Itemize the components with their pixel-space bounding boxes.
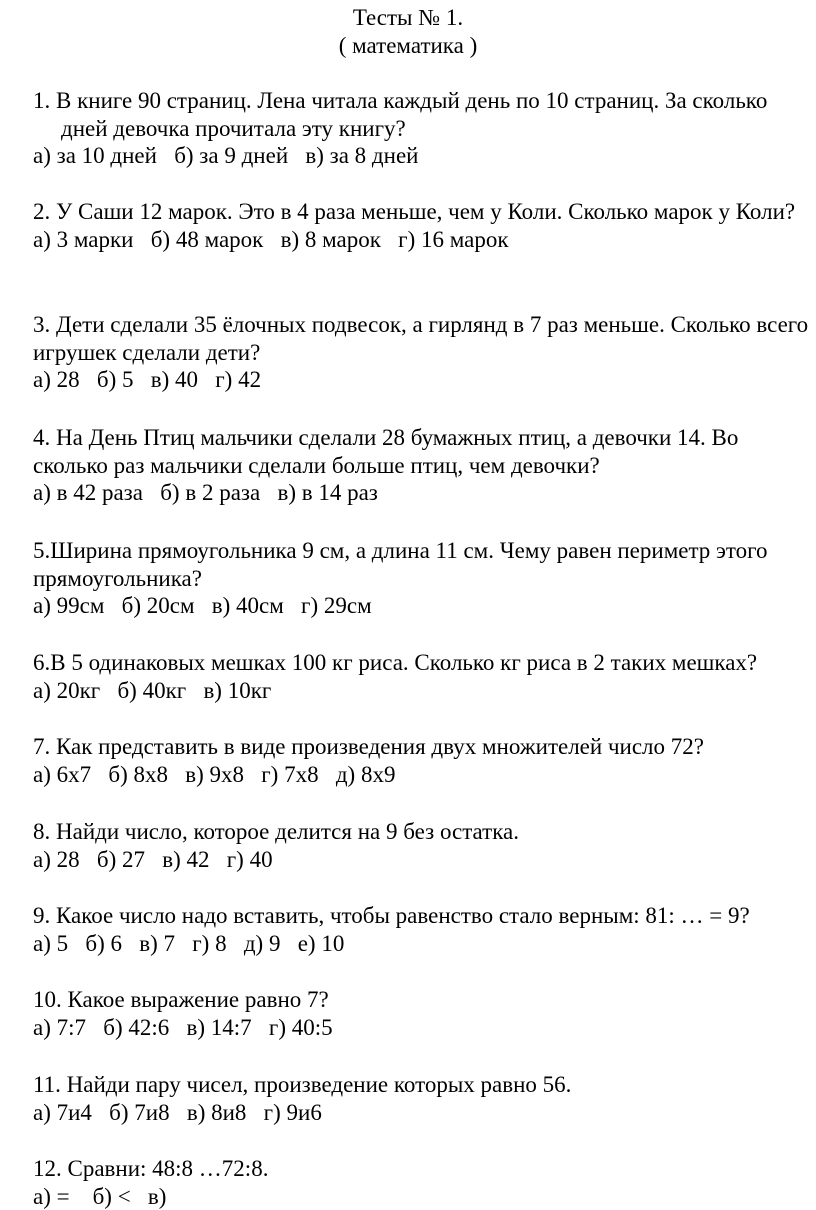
- question-6: [33, 649, 813, 704]
- answer-options: а) 7и4 б) 7и8 в) 8и8 г) 9и6: [33, 1099, 322, 1125]
- question-text: 8. Найди число, которое делится на 9 без остатка.: [33, 819, 520, 844]
- question-1: [33, 87, 813, 170]
- page-subtitle: ( математика ): [338, 32, 478, 58]
- answer-options: а) 28 б) 27 в) 42 г) 40: [33, 846, 273, 872]
- question-text: 5.Ширина прямоугольника 9 см, а длина 11 см. Чему равен периметр этого прямоугольника?: [33, 538, 768, 591]
- question-9: [33, 902, 813, 957]
- question-3: [33, 311, 813, 394]
- question-text: 4. На День Птиц мальчики сделали 28 бумажных птиц, а девочки 14. Во сколько раз мальчики сделали больше птиц, чем девочки?: [33, 425, 739, 478]
- question-text: 10. Какое выражение равно 7?: [33, 987, 329, 1012]
- question-2: [33, 198, 813, 253]
- page-title: Тесты № 1.: [352, 5, 464, 30]
- answer-options: а) 20кг б) 40кг в) 10кг: [33, 677, 272, 703]
- question-10: [33, 986, 813, 1041]
- page-header: [0, 4, 816, 59]
- question-text: 1. В книге 90 страниц. Лена читала каждый день по 10 страниц. За сколько дней девочка прочитала эту книгу?: [33, 88, 768, 141]
- question-text: 11. Найди пару чисел, произведение которых равно 56.: [33, 1072, 572, 1097]
- question-text: 6.В 5 одинаковых мешках 100 кг риса. Сколько кг риса в 2 таких мешках?: [33, 650, 758, 675]
- answer-options: а) в 42 раза б) в 2 раза в) в 14 раз: [33, 480, 378, 505]
- question-text: 9. Какое число надо вставить, чтобы равенство стало верным: 81: … = 9?: [33, 903, 750, 928]
- question-text: 2. У Саши 12 марок. Это в 4 раза меньше, чем у Коли. Сколько марок у Коли?: [33, 199, 796, 224]
- question-text: 3. Дети сделали 35 ёлочных подвесок, а гирлянд в 7 раз меньше. Сколько всего игрушек сделали дети?: [33, 312, 809, 365]
- answer-options: а) 5 б) 6 в) 7 г) 8 д) 9 е) 10: [33, 930, 345, 956]
- question-4: [33, 424, 813, 507]
- answer-options: а) 6х7 б) 8х8 в) 9х8 г) 7х8 д) 8х9: [33, 761, 396, 787]
- question-text: 7. Как представить в виде произведения двух множителей число 72?: [33, 734, 704, 759]
- answer-options: а) = б) < в): [33, 1183, 167, 1209]
- question-8: [33, 818, 813, 873]
- question-7: [33, 733, 813, 788]
- answer-options: а) за 10 дней б) за 9 дней в) за 8 дней: [33, 143, 419, 168]
- answer-options: а) 99см б) 20см в) 40см г) 29см: [33, 593, 372, 618]
- answer-options: а) 7:7 б) 42:6 в) 14:7 г) 40:5: [33, 1014, 333, 1040]
- question-12: [33, 1155, 813, 1210]
- question-text: 12. Сравни: 48:8 …72:8.: [33, 1156, 269, 1181]
- answer-options: а) 3 марки б) 48 марок в) 8 марок г) 16 марок: [33, 226, 509, 252]
- question-5: [33, 537, 813, 620]
- question-11: [33, 1071, 813, 1126]
- answer-options: а) 28 б) 5 в) 40 г) 42: [33, 367, 262, 392]
